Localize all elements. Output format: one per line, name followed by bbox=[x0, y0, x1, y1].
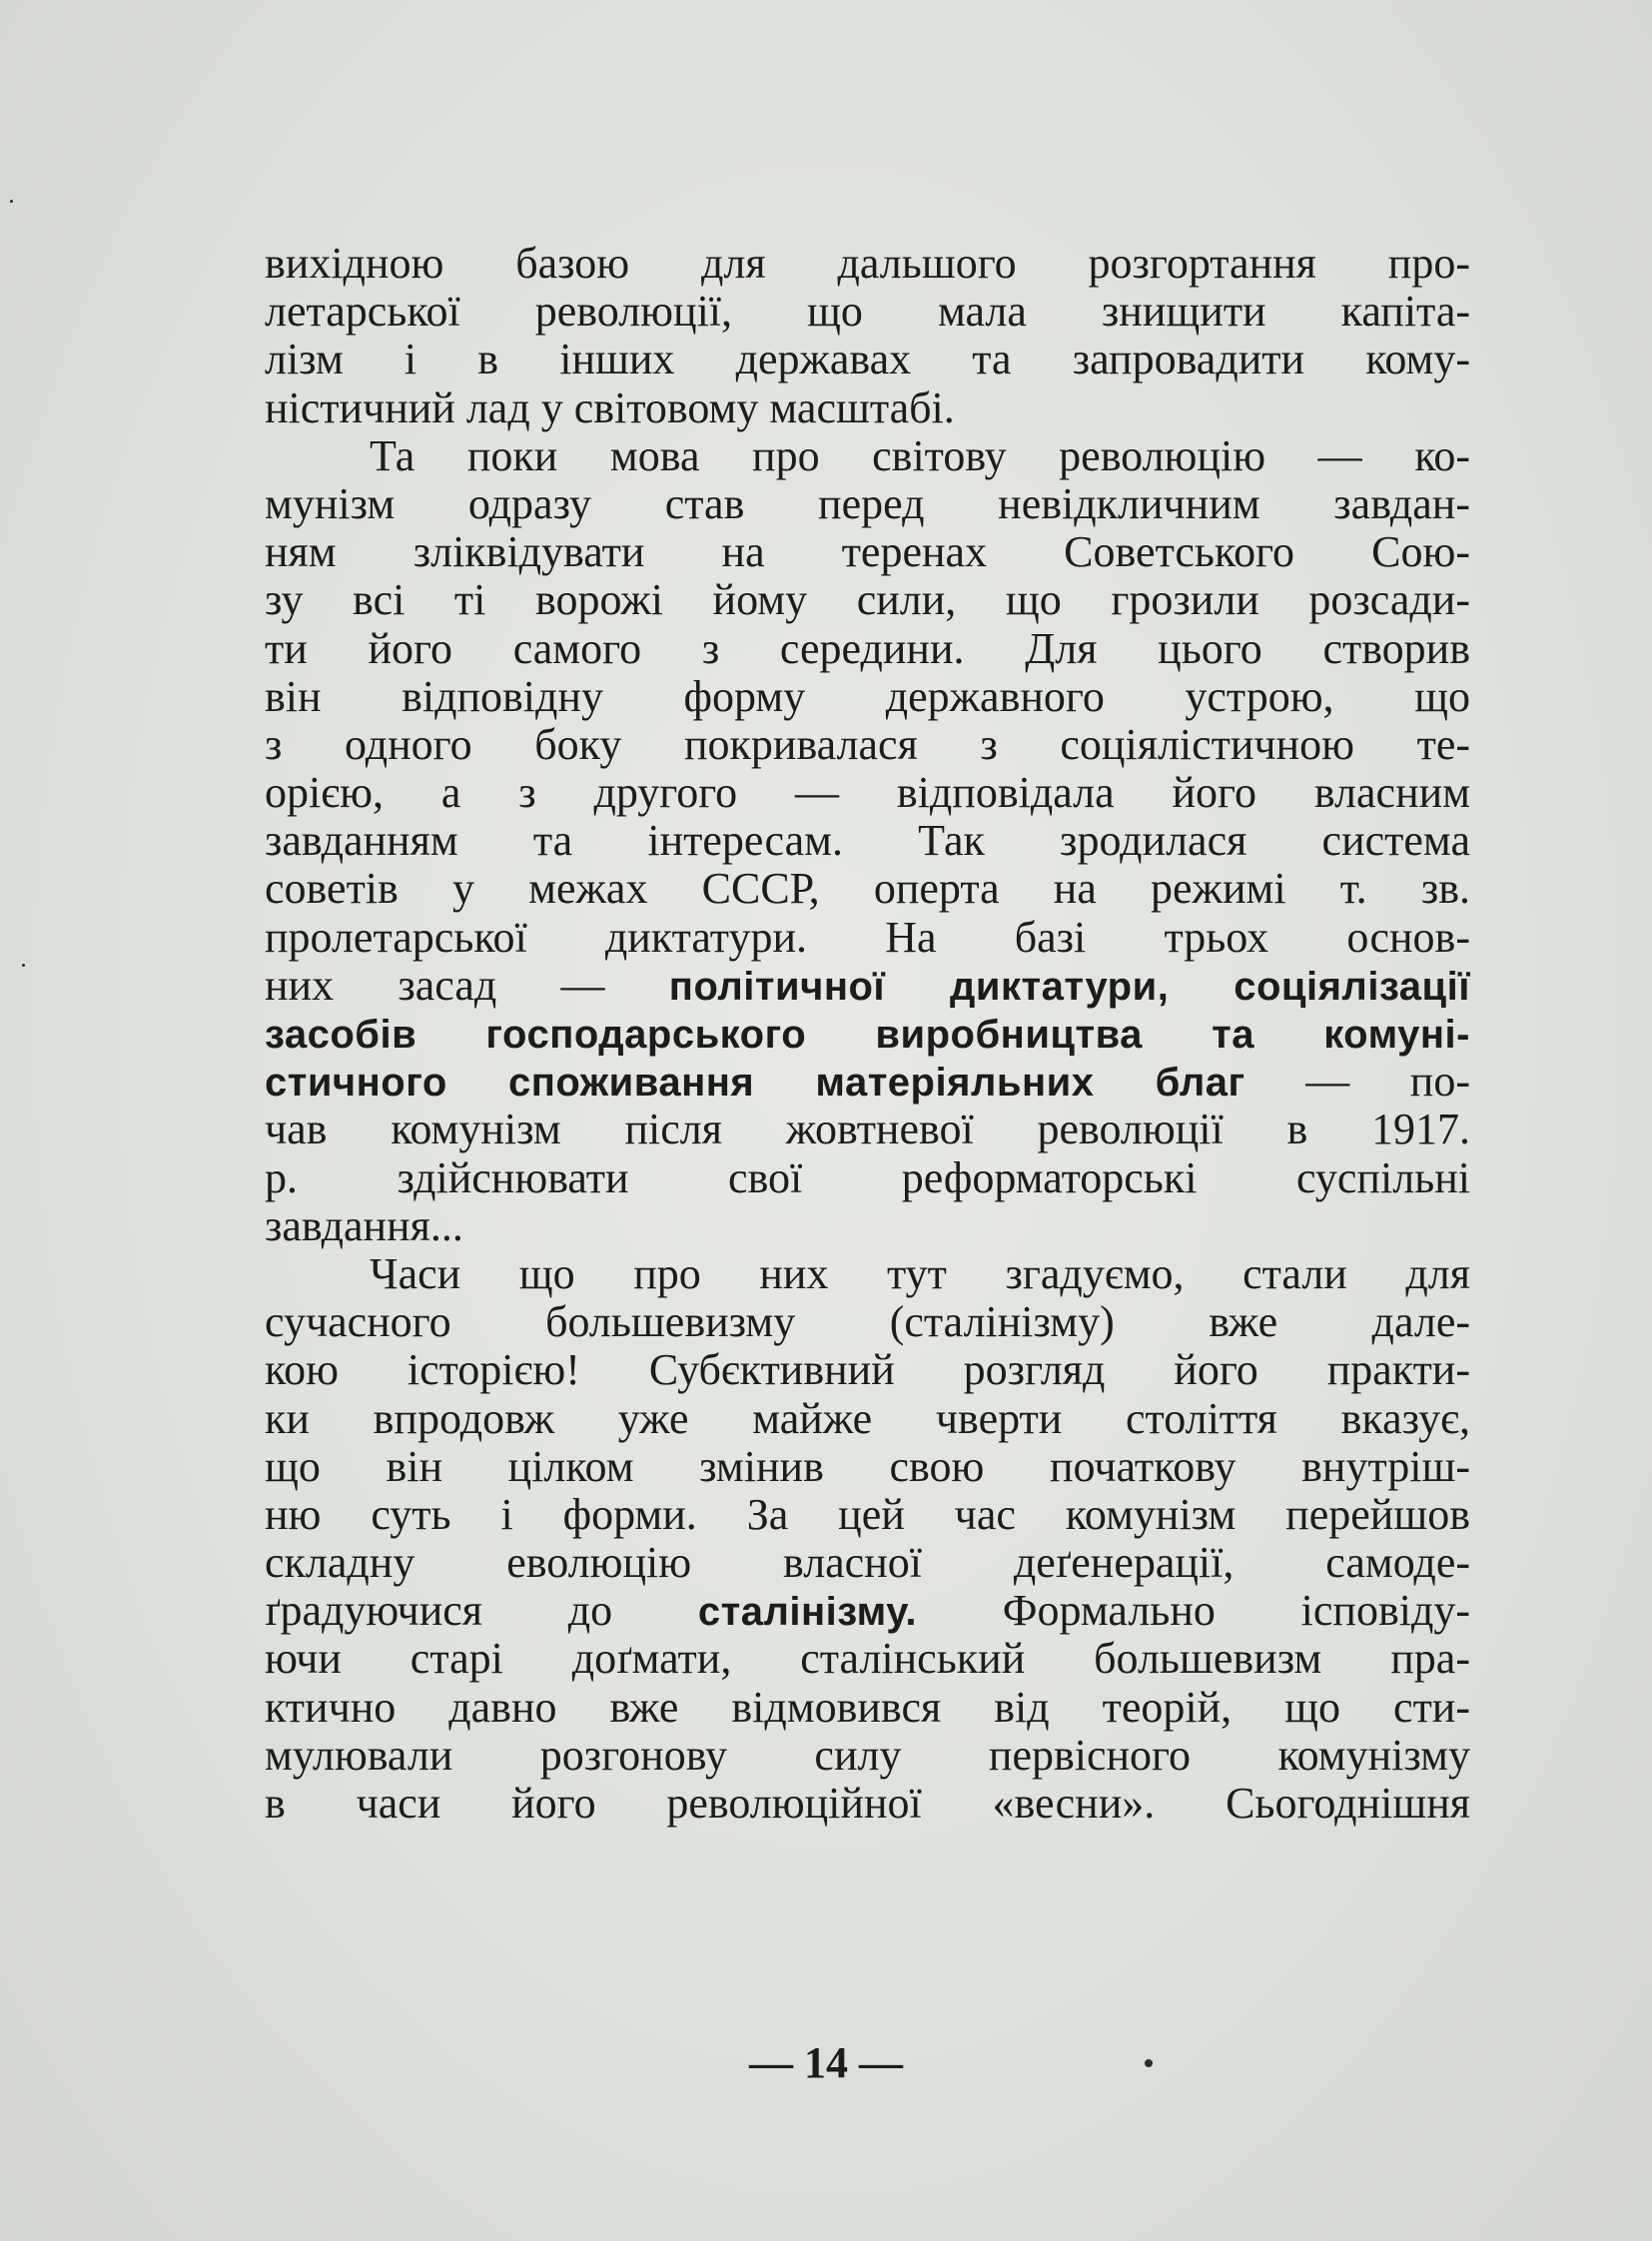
text-line: ґрадуючися до сталінізму. Формально ісповіду- bbox=[265, 1587, 1470, 1636]
text-line: орією, а з другого — відповідала його власним bbox=[265, 769, 1470, 818]
text-column bbox=[265, 240, 1470, 1828]
text-line: советів у межах СССР, оперта на режимі т. зв. bbox=[265, 865, 1470, 914]
bold-text: політичної диктатури, соціялізації bbox=[668, 964, 1470, 1009]
text-line bbox=[265, 1010, 1470, 1058]
page-number: — 14 — bbox=[749, 2038, 903, 2087]
text-line: завданням та інтересам. Так зродилася система bbox=[265, 817, 1470, 866]
text-line: вихідною базою для дальшого розгортання про- bbox=[265, 240, 1470, 288]
text-line: ктично давно вже відмовився від теорій, що сти- bbox=[265, 1683, 1470, 1732]
text-line: в часи його революційної «весни». Сьогоднішня bbox=[265, 1780, 1470, 1828]
text-line: він відповідну форму державного устрою, що bbox=[265, 672, 1470, 721]
text-line: з одного боку покривалася з соціялістичною те- bbox=[265, 720, 1470, 769]
bold-text: сталінізму. bbox=[697, 1590, 918, 1635]
text-line: ти його самого з середини. Для цього створив bbox=[265, 624, 1470, 673]
text-line: сучасного большевизму (сталінізму) вже дале- bbox=[265, 1298, 1470, 1347]
text-line: мунізм одразу став перед невідкличним завдан- bbox=[265, 479, 1470, 528]
print-speck bbox=[22, 964, 25, 967]
text-line: ки впродовж уже майже чверти століття вказує, bbox=[265, 1394, 1470, 1443]
text-line: р. здійснювати свої реформаторські суспільні bbox=[265, 1153, 1470, 1202]
text-line: кою історією! Субєктивний розгляд його практи- bbox=[265, 1346, 1470, 1395]
text-line: зу всі ті ворожі йому сили, що грозили розсади- bbox=[265, 576, 1470, 625]
bold-text: засобів господарського виробництва та комуні- bbox=[265, 1013, 1470, 1057]
text-line: стичного споживання матеріяльних благ — по- bbox=[265, 1058, 1470, 1107]
bold-text: стичного споживання матеріяльних благ bbox=[265, 1061, 1245, 1106]
text-line: завдання... bbox=[265, 1201, 463, 1250]
text-line: них засад — політичної диктатури, соціялізації bbox=[265, 961, 1470, 1010]
text-line: ню суть і форми. За цей час комунізм перейшов bbox=[265, 1490, 1470, 1539]
text-line: Часи що про них тут згадуємо, стали для bbox=[370, 1249, 1470, 1298]
print-speck bbox=[1145, 2059, 1153, 2067]
text-line: що він цілком змінив свою початкову внутріш- bbox=[265, 1442, 1470, 1491]
text-line: ністичний лад у світовому масштабі. bbox=[265, 383, 955, 432]
text-line: ням зліквідувати на теренах Советського Сою- bbox=[265, 528, 1470, 577]
text-line: складну еволюцію власної деґенерації, самоде- bbox=[265, 1539, 1470, 1588]
text-line: ючи старі доґмати, сталінський большевизм пра- bbox=[265, 1635, 1470, 1684]
print-speck bbox=[10, 200, 13, 203]
text-line: Та поки мова про світову революцію — ко- bbox=[370, 431, 1470, 480]
text-line: лізм і в інших державах та запровадити кому- bbox=[265, 336, 1470, 384]
text-line: пролетарської диктатури. На базі трьох основ- bbox=[265, 913, 1470, 962]
text-line: мулювали розгонову силу первісного комунізму bbox=[265, 1731, 1470, 1780]
text-line: чав комунізм після жовтневої революції в 1917. bbox=[265, 1106, 1470, 1154]
text-line: летарської революції, що мала знищити капіта- bbox=[265, 288, 1470, 337]
